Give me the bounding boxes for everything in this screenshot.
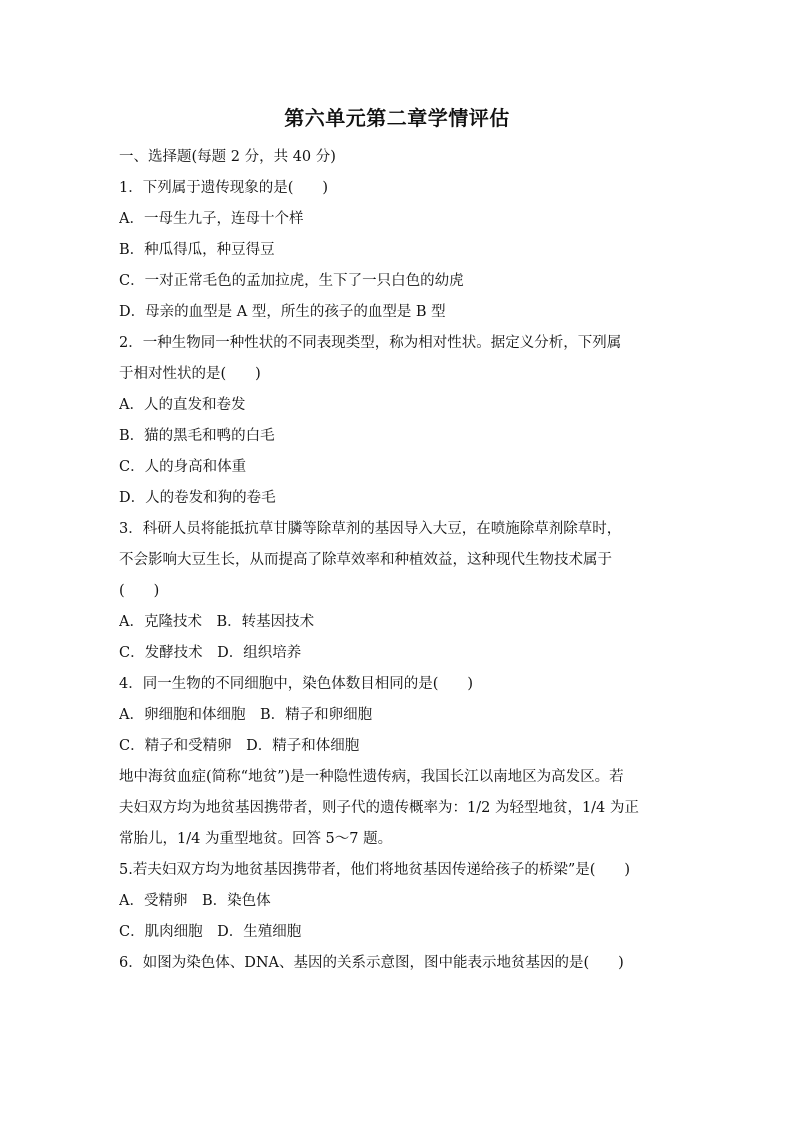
question-5-options-ab: A．受精卵 B．染色体 [119,893,271,909]
document-body [119,142,679,979]
question-2-option-a: A．人的直发和卷发 [119,397,246,413]
passage-line-1: 地中海贫血症(简称“地贫”)是一种隐性遗传病，我国长江以南地区为高发区。若 [119,769,624,785]
question-4: 4．同一生物的不同细胞中，染色体数目相同的是( ) [119,676,474,692]
question-3-options-cd: C．发酵技术 D．组织培养 [119,645,302,661]
section-heading: 一、选择题(每题 2 分，共 40 分) [119,149,336,165]
question-3-line-3: ( ) [119,583,160,599]
question-3-line-1: 3．科研人员将能抵抗草甘膦等除草剂的基因导入大豆，在喷施除草剂除草时， [119,521,622,537]
question-5-options-cd: C．肌肉细胞 D．生殖细胞 [119,924,302,940]
question-1-option-a: A．一母生九子，连母十个样 [119,211,304,227]
question-1-option-b: B．种瓜得瓜，种豆得豆 [119,242,275,258]
question-1-option-c: C．一对正常毛色的孟加拉虎，生下了一只白色的幼虎 [119,273,464,289]
question-1: 1．下列属于遗传现象的是( ) [119,180,329,196]
question-2-line-2: 于相对性状的是( ) [119,366,261,382]
passage-line-2: 夫妇双方均为地贫基因携带者，则子代的遗传概率为：1/2 为轻型地贫，1/4 为正 [119,800,639,816]
question-5: 5.若夫妇双方均为地贫基因携带者，他们将地贫基因传递给孩子的桥梁”是( ) [119,862,631,878]
question-2-option-c: C．人的身高和体重 [119,459,247,475]
question-2-line-1: 2．一种生物同一种性状的不同表现类型，称为相对性状。据定义分析，下列属 [119,335,622,351]
question-3-options-ab: A．克隆技术 B．转基因技术 [119,614,315,630]
document-title: 第六单元第二章学情评估 [284,106,510,130]
question-2-option-d: D．人的卷发和狗的卷毛 [119,490,276,506]
question-2-option-b: B．猫的黑毛和鸭的白毛 [119,428,275,444]
question-4-options-cd: C．精子和受精卵 D．精子和体细胞 [119,738,360,754]
question-6: 6．如图为染色体、DNA、基因的关系示意图，图中能表示地贫基因的是( ) [119,955,624,971]
passage-line-3: 常胎儿，1/4 为重型地贫。回答 5～7 题。 [119,831,393,847]
question-1-option-d: D．母亲的血型是 A 型，所生的孩子的血型是 B 型 [119,304,446,320]
question-3-line-2: 不会影响大豆生长，从而提高了除草效率和种植效益，这种现代生物技术属于 [119,552,612,568]
question-4-options-ab: A．卵细胞和体细胞 B．精子和卵细胞 [119,707,373,723]
